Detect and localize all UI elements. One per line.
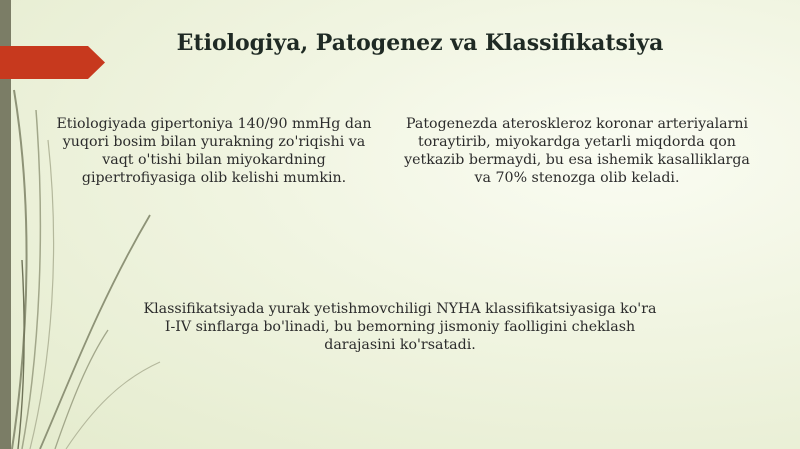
slide-title: Etiologiya, Patogenez va Klassifikatsiya	[176, 30, 664, 56]
etiology-paragraph: Etiologiyada gipertoniya 140/90 mmHg dan yuqori bosim bilan yurakning zo'riqishi va vaqt o'tishi bilan miyokardning gipertrofiyasiga olib kelishi mumkin.	[56, 116, 372, 186]
classification-paragraph: Klassifikatsiyada yurak yetishmovchiligi NYHA klassifikatsiyasiga ko'ra I-IV sinflarga bo'linadi, bu bemorning jismoniy faolligini cheklash darajasini ko'rsatadi.	[143, 301, 657, 353]
pathogenesis-paragraph: Patogenezda ateroskleroz koronar arteriyalarni toraytirib, miyokardga yetarli miqdorda qon yetkazib bermaydi, bu esa ishemik kasalliklarga va 70% stenozga olib keladi.	[404, 116, 750, 186]
accent-arrow	[0, 46, 105, 79]
